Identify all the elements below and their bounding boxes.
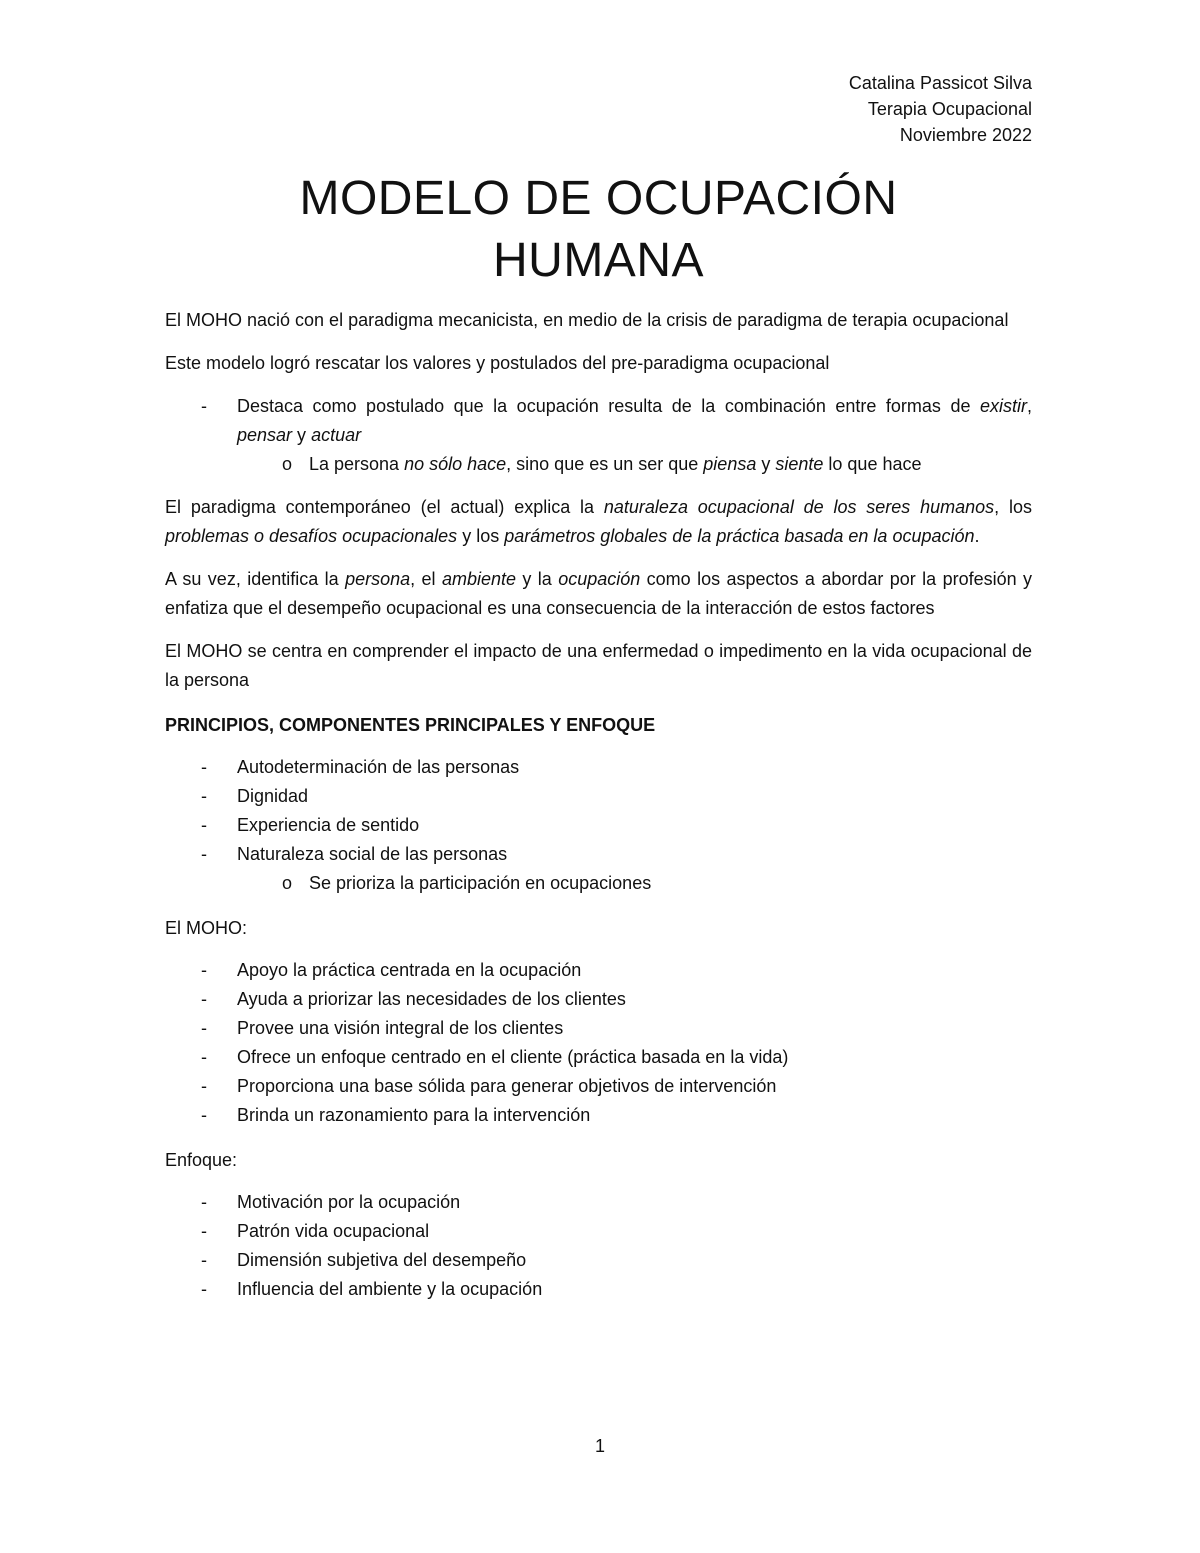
dash-bullet: - [201,989,207,1009]
list-item: - Naturaleza social de las personas o Se prioriza la participación en ocupaciones [165,840,1032,898]
list-item: - Autodeterminación de las personas [165,753,1032,782]
postulate-sublist [237,450,1032,479]
list-item: - Ofrece un enfoque centrado en el cliente (práctica basada en la vida) [165,1043,1032,1072]
author-block [165,70,1032,148]
list-item: - Provee una visión integral de los clientes [165,1014,1032,1043]
dash-bullet: - [201,786,207,806]
list-item: - Experiencia de sentido [165,811,1032,840]
circle-bullet: o [282,873,293,893]
enfoque-label: Enfoque: [165,1150,238,1170]
enfoque-list [165,1188,1032,1304]
section-heading: PRINCIPIOS, COMPONENTES PRINCIPALES Y ENFOQUE [165,715,656,735]
postulate-list [165,392,1032,479]
list-item: - Patrón vida ocupacional [165,1217,1032,1246]
list-item: - Destaca como postulado que la ocupación resulta de la combinación entre formas de existir, pensar y actuar o La persona no sólo hace, sino que es un ser que piensa y siente lo que hace [165,392,1032,479]
dash-bullet: - [201,1221,207,1241]
title-line-1: MODELO DE OCUPACIÓN [299,172,898,225]
page-content [165,70,1032,1318]
dash-bullet: - [201,396,207,416]
dash-bullet: - [201,1018,207,1038]
list-item: - Brinda un razonamiento para la intervención [165,1101,1032,1130]
moho-label: El MOHO: [165,918,248,938]
list-item: - Apoyo la práctica centrada en la ocupación [165,956,1032,985]
dash-bullet: - [201,1076,207,1096]
moho-list [165,956,1032,1130]
document-date: Noviembre 2022 [899,125,1032,145]
intro-paragraph-4: A su vez, identifica la persona, el ambiente y la ocupación como los aspectos a abordar por la profesión y enfatiza que el desempeño ocupacional es una consecuencia de la interacción de estos factores [165,569,1033,618]
intro-paragraph-3: El paradigma contemporáneo (el actual) explica la naturaleza ocupacional de los seres humanos, los problemas o desafíos ocupacionales y los parámetros globales de la práctica basada en la ocupación. [165,497,1032,546]
dash-bullet: - [201,1105,207,1125]
list-item: - Dimensión subjetiva del desempeño [165,1246,1032,1275]
intro-paragraph-2: Este modelo logró rescatar los valores y postulados del pre-paradigma ocupacional [165,353,830,373]
list-item: - Dignidad [165,782,1032,811]
dash-bullet: - [201,960,207,980]
sub-list-item: o Se prioriza la participación en ocupaciones [237,869,1032,898]
list-item: - Motivación por la ocupación [165,1188,1032,1217]
page-number: 1 [594,1436,605,1456]
circle-bullet: o [282,454,293,474]
principles-sublist [237,869,1032,898]
document-title [165,168,1032,292]
dash-bullet: - [201,1192,207,1212]
author-name: Catalina Passicot Silva [848,73,1032,93]
dash-bullet: - [201,757,207,777]
dash-bullet: - [201,1250,207,1270]
program-name: Terapia Ocupacional [867,99,1032,119]
list-item: - Proporciona una base sólida para generar objetivos de intervención [165,1072,1032,1101]
dash-bullet: - [201,844,207,864]
list-item: - Ayuda a priorizar las necesidades de los clientes [165,985,1032,1014]
list-item: - Influencia del ambiente y la ocupación [165,1275,1032,1304]
dash-bullet: - [201,1279,207,1299]
principles-list [165,753,1032,898]
sub-list-item: o La persona no sólo hace, sino que es un ser que piensa y siente lo que hace [237,450,1032,479]
dash-bullet: - [201,1047,207,1067]
intro-paragraph-5: El MOHO se centra en comprender el impacto de una enfermedad o impedimento en la vida ocupacional de la persona [165,641,1032,690]
intro-paragraph-1: El MOHO nació con el paradigma mecanicista, en medio de la crisis de paradigma de terapia ocupacional [165,310,1009,330]
title-line-2: HUMANA [492,234,704,287]
dash-bullet: - [201,815,207,835]
